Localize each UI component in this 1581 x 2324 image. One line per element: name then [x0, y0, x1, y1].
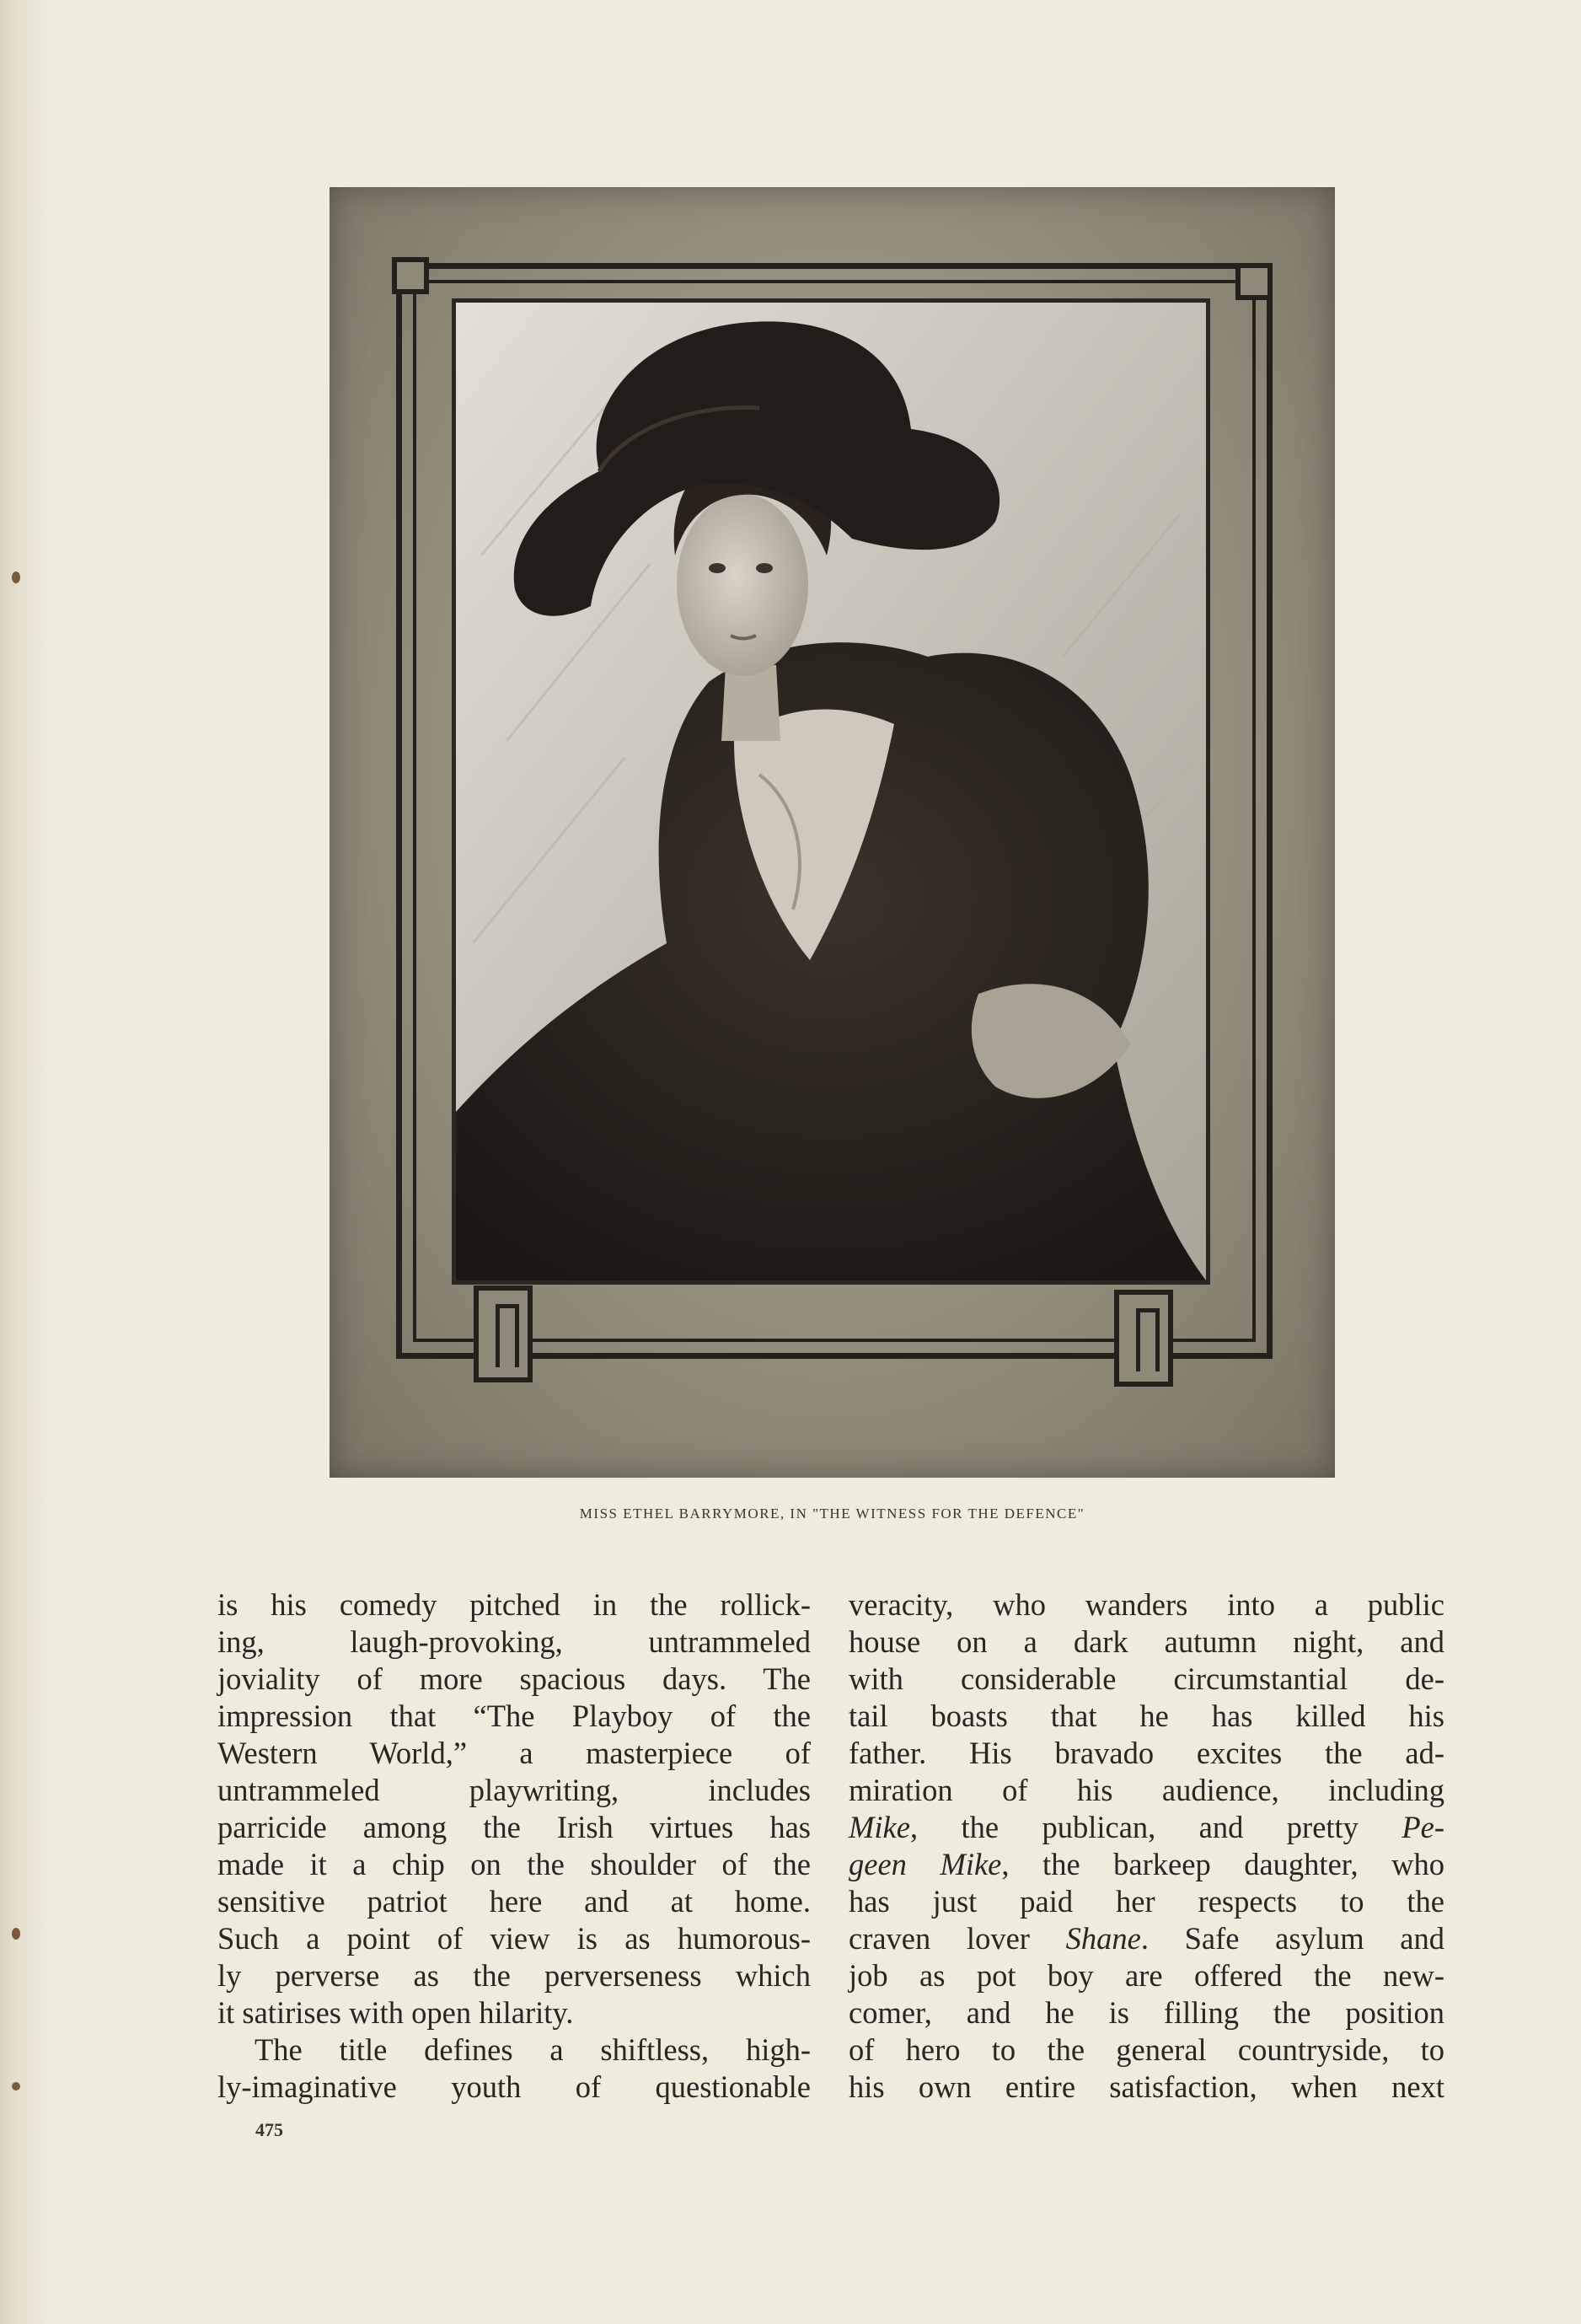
text-line: has just paid her respects to the [849, 1884, 1444, 1919]
text-segment: , the publican, and pretty [909, 1810, 1402, 1844]
text-segment: . Safe asylum and [1140, 1921, 1444, 1956]
page-binding-edge [0, 0, 51, 2324]
frame-foot-ornament [474, 1285, 533, 1382]
text-line: ly perverse as the perverseness which [217, 1958, 811, 1993]
text-line: ly-imaginative youth of questionable [217, 2069, 811, 2104]
binding-hole-mark [12, 2082, 20, 2091]
portrait-photograph [452, 298, 1210, 1285]
text-line: veracity, who wanders into a public [849, 1587, 1444, 1622]
italic-name: Shane [1065, 1921, 1141, 1956]
text-line: Western World,” a masterpiece of [217, 1736, 811, 1770]
text-line: untrammeled playwriting, includes [217, 1773, 811, 1807]
text-line: job as pot boy are offered the new- [849, 1958, 1444, 1993]
text-line: The title defines a shiftless, high- [255, 2032, 811, 2067]
text-line: Such a point of view is as humorous- [217, 1921, 811, 1956]
italic-name: Pe- [1401, 1810, 1444, 1844]
text-line: comer, and he is filling the position [849, 1995, 1444, 2030]
text-line: impression that “The Playboy of the [217, 1699, 811, 1733]
article-column-right [849, 1586, 1444, 2106]
text-line [849, 1809, 1444, 1846]
text-line: parricide among the Irish virtues has [217, 1810, 811, 1844]
frame-corner-ornament [392, 257, 429, 294]
text-line: is his comedy pitched in the rollick- [217, 1587, 811, 1622]
text-line: it satirises with open hilarity. [217, 1995, 574, 2030]
frame-corner-ornament [1235, 263, 1273, 300]
text-line: his own entire satisfaction, when next [849, 2069, 1444, 2104]
text-line: father. His bravado excites the ad- [849, 1736, 1444, 1770]
text-line: tail boasts that he has killed his [849, 1699, 1444, 1733]
text-segment: craven lover [849, 1921, 1066, 1956]
text-line: house on a dark autumn night, and [849, 1624, 1444, 1659]
binding-hole-mark [12, 1928, 20, 1940]
text-line [849, 1920, 1444, 1957]
text-line: ing, laugh-provoking, untrammeled [217, 1624, 811, 1659]
italic-name: Mike [849, 1810, 910, 1844]
portrait-figure [456, 303, 1206, 1280]
text-segment: , the barkeep daughter, who [1001, 1847, 1444, 1881]
page-number: 475 [255, 2119, 283, 2140]
text-line [849, 1846, 1444, 1883]
text-line: sensitive patriot here and at home. [217, 1884, 811, 1919]
italic-name: geen Mike [849, 1847, 1002, 1881]
text-line: joviality of more spacious days. The [217, 1661, 811, 1696]
text-line: miration of his audience, including [849, 1773, 1444, 1807]
text-line: made it a chip on the shoulder of the [217, 1847, 811, 1881]
text-line: of hero to the general countryside, to [849, 2032, 1444, 2067]
binding-hole-mark [12, 572, 20, 583]
article-column-left [217, 1586, 811, 2106]
text-line: with considerable circumstantial de- [849, 1661, 1444, 1696]
photo-caption: MISS ETHEL BARRYMORE, IN "THE WITNESS FOR THE DEFENCE" [579, 1506, 1085, 1522]
frame-foot-ornament [1114, 1290, 1173, 1387]
